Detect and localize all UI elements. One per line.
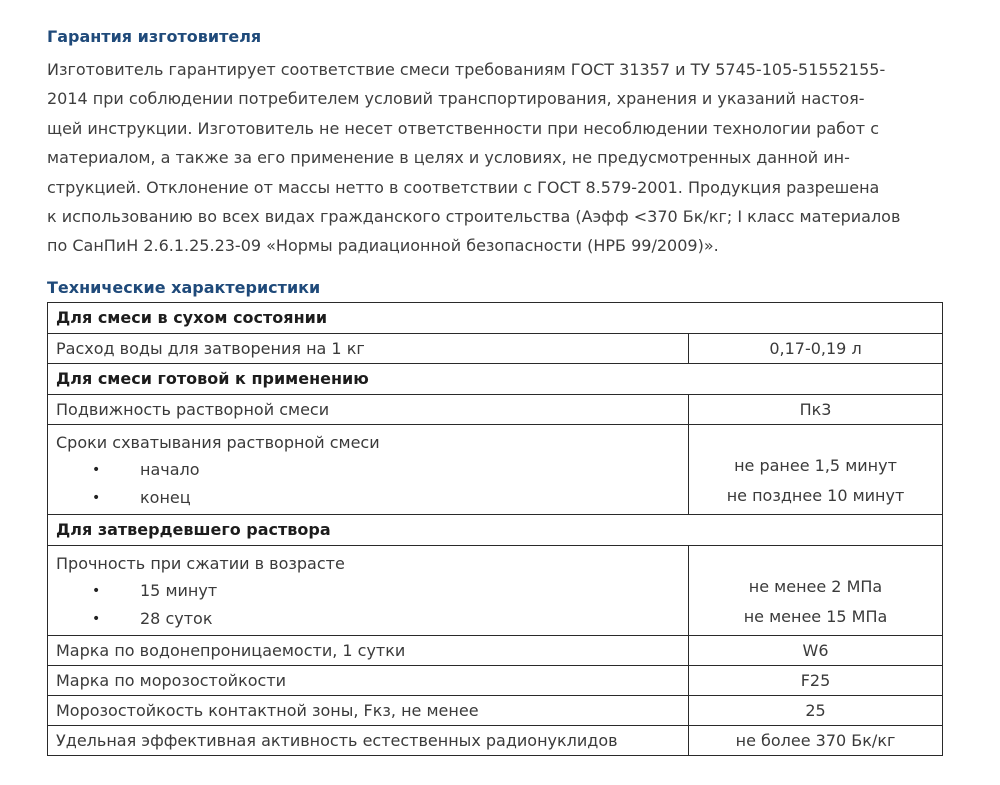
guarantee-paragraph: [47, 55, 947, 261]
bullet-icon: •: [92, 610, 101, 627]
sub-label: конец: [140, 488, 191, 508]
specs-heading: Технические характеристики: [47, 277, 321, 297]
param-label: Расход воды для затворения на 1 кг: [48, 333, 689, 363]
param-value: W6: [689, 635, 943, 665]
list-item: [56, 456, 680, 484]
param-value: Пк3: [689, 394, 943, 424]
param-value: не более 370 Бк/кг: [689, 725, 943, 755]
param-value: не ранее 1,5 минут: [734, 456, 897, 476]
bullet-icon: •: [92, 461, 101, 478]
section-row-dry: [48, 302, 943, 333]
list-item: [56, 605, 680, 633]
paragraph-line: щей инструкции. Изготовитель не несет ответственности при несоблюдении технологии работ с: [47, 118, 879, 138]
param-label: Прочность при сжатии в возрасте: [56, 553, 345, 573]
param-label: Сроки схватывания растворной смеси: [56, 432, 380, 452]
paragraph-line: 2014 при соблюдении потребителем условий транспортирования, хранения и указаний настоя-: [47, 89, 865, 109]
section-title: Для смеси в сухом состоянии: [48, 302, 943, 333]
section-row-hardened: [48, 514, 943, 545]
param-label: Подвижность растворной смеси: [48, 394, 689, 424]
param-value: не позднее 10 минут: [726, 486, 905, 506]
section-row-ready: [48, 363, 943, 394]
param-value: 0,17-0,19 л: [689, 333, 943, 363]
guarantee-heading: Гарантия изготовителя: [47, 27, 262, 46]
param-label: Марка по морозостойкости: [48, 665, 689, 695]
paragraph-line: струкцией. Отклонение от массы нетто в соответствии с ГОСТ 8.579-2001. Продукция разрешена: [47, 177, 880, 197]
param-label: Морозостойкость контактной зоны, Fкз, не менее: [48, 695, 689, 725]
bullet-icon: •: [92, 582, 101, 599]
table-row: [48, 695, 943, 725]
param-value: 25: [689, 695, 943, 725]
bullet-icon: •: [92, 489, 101, 506]
param-value: не менее 15 МПа: [743, 607, 888, 627]
table-row: [48, 394, 943, 424]
param-cell: [48, 424, 689, 514]
table-row: [48, 635, 943, 665]
sub-label: начало: [140, 460, 200, 480]
sub-label: 15 минут: [140, 581, 218, 601]
param-cell: [48, 545, 689, 635]
paragraph-line: Изготовитель гарантирует соответствие смеси требованиям ГОСТ 31357 и ТУ 5745-105-51552155-: [47, 60, 886, 79]
paragraph-line: к использованию во всех видах гражданского строительства (Аэфф <370 Бк/кг; I класс материалов: [47, 207, 901, 227]
param-label: Удельная эффективная активность естественных радионуклидов: [48, 725, 689, 755]
param-value: не менее 2 МПа: [748, 577, 883, 597]
param-label: Марка по водонепроницаемости, 1 сутки: [48, 635, 689, 665]
paragraph-line: по СанПиН 2.6.1.25.23-09 «Нормы радиационной безопасности (НРБ 99/2009)».: [47, 236, 719, 256]
param-values: [689, 545, 943, 635]
list-item: [56, 577, 680, 605]
section-title: Для затвердевшего раствора: [48, 514, 943, 545]
param-value: F25: [689, 665, 943, 695]
paragraph-line: материалом, а также за его применение в целях и условиях, не предусмотренных данной ин-: [47, 148, 850, 168]
param-values: [689, 424, 943, 514]
table-row: [48, 333, 943, 363]
specs-table: [47, 302, 943, 756]
section-title: Для смеси готовой к применению: [48, 363, 943, 394]
sub-label: 28 суток: [140, 609, 213, 629]
table-row: [48, 725, 943, 755]
list-item: [56, 484, 680, 512]
table-row-setting-time: [48, 424, 943, 514]
table-row-strength: [48, 545, 943, 635]
table-row: [48, 665, 943, 695]
document-page: [47, 26, 947, 756]
